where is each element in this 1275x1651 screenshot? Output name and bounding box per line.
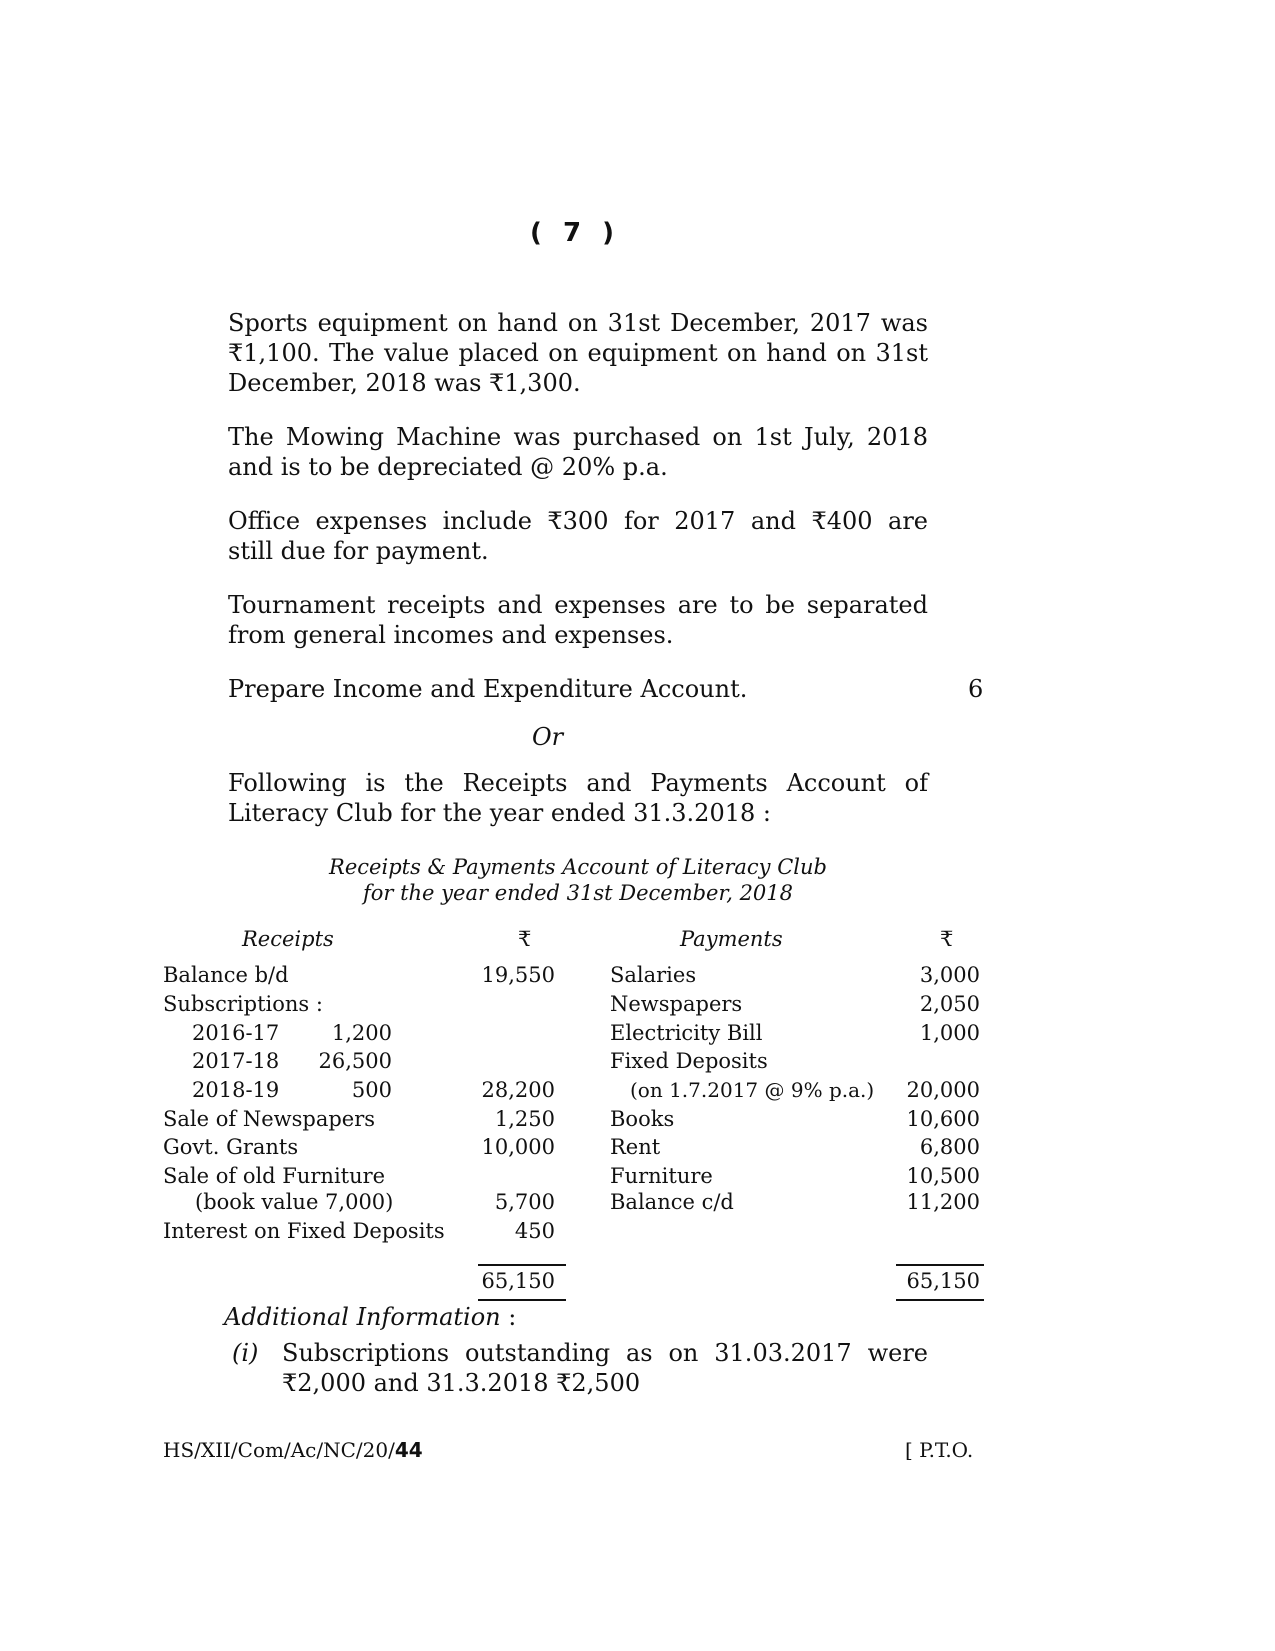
- receipt-label: Sale of old Furniture: [163, 1164, 386, 1188]
- payment-amount: 6,800: [919, 1135, 980, 1159]
- account-title-line: for the year ended 31st December, 2018: [362, 881, 794, 905]
- receipt-sub-amount: 500: [351, 1078, 392, 1102]
- page-number: ( 7 ): [530, 218, 620, 248]
- additional-info-heading: [224, 1302, 516, 1332]
- text-line: still due for payment.: [228, 537, 489, 565]
- account-title-line: Receipts & Payments Account of Literacy Club: [329, 855, 827, 879]
- receipt-amount: 5,700: [494, 1190, 555, 1214]
- paper-code-number: 44: [394, 1438, 423, 1462]
- receipt-label: 2017-18: [192, 1049, 280, 1073]
- additional-info-title: Additional Information: [224, 1303, 501, 1331]
- receipt-sub-amount: 26,500: [318, 1049, 392, 1073]
- receipts-currency-header: ₹: [518, 927, 532, 951]
- total-rule-top: [896, 1264, 984, 1266]
- receipt-amount: 10,000: [481, 1135, 555, 1159]
- receipt-label: Sale of Newspapers: [163, 1107, 376, 1131]
- payment-amount: 1,000: [919, 1021, 980, 1045]
- receipts-total: 65,150: [481, 1269, 555, 1293]
- payment-label: Salaries: [610, 963, 697, 987]
- account-title: [228, 854, 928, 906]
- total-rule-top: [478, 1264, 566, 1266]
- payment-label: Balance c/d: [610, 1190, 734, 1214]
- payments-header: Payments: [680, 927, 783, 951]
- payments-total: 65,150: [906, 1269, 980, 1293]
- receipt-label: (book value 7,000): [195, 1190, 394, 1214]
- receipt-amount: 19,550: [481, 963, 555, 987]
- paragraph-mowing-machine: [228, 422, 928, 482]
- receipt-amount: 450: [514, 1219, 555, 1243]
- total-rule-bottom: [896, 1299, 984, 1301]
- text-line: The Mowing Machine was purchased on 1st July, 2018: [228, 423, 928, 451]
- paper-code-prefix: HS/XII/Com/Ac/NC/20/: [163, 1438, 395, 1462]
- text-line: Sports equipment on hand on 31st December, 2017 was: [228, 309, 928, 337]
- payment-amount: 11,200: [906, 1190, 980, 1214]
- receipt-label: Interest on Fixed Deposits: [163, 1219, 445, 1243]
- payment-label: (on 1.7.2017 @ 9% p.a.): [630, 1078, 875, 1102]
- payment-amount: 3,000: [919, 963, 980, 987]
- payment-amount: 2,050: [919, 992, 980, 1016]
- pto-label: [ P.T.O.: [905, 1438, 974, 1462]
- payment-label: Fixed Deposits: [610, 1049, 768, 1073]
- question-text: [228, 674, 928, 704]
- text-line: Literacy Club for the year ended 31.3.2018 :: [228, 799, 771, 827]
- receipt-label: Balance b/d: [163, 963, 289, 987]
- question-marks: 6: [968, 675, 984, 703]
- payment-amount: 10,600: [906, 1107, 980, 1131]
- text-line: Tournament receipts and expenses are to be separated: [228, 591, 928, 619]
- receipt-label: Govt. Grants: [163, 1135, 299, 1159]
- receipt-sub-amount: 1,200: [331, 1021, 392, 1045]
- text-line: Subscriptions outstanding as on 31.03.2017 were: [282, 1339, 928, 1367]
- payments-currency-header: ₹: [940, 927, 954, 951]
- paper-code: [163, 1438, 423, 1462]
- payment-label: Furniture: [610, 1164, 713, 1188]
- text-line: ₹2,000 and 31.3.2018 ₹2,500: [282, 1369, 641, 1397]
- payment-amount: 10,500: [906, 1164, 980, 1188]
- intro-paragraph: [228, 768, 928, 828]
- text-line: ₹1,100. The value placed on equipment on hand on 31st: [228, 339, 928, 367]
- payment-label: Electricity Bill: [610, 1021, 763, 1045]
- paragraph-sports-equipment: [228, 308, 928, 398]
- text-line: from general incomes and expenses.: [228, 621, 674, 649]
- info-item-text: [282, 1338, 928, 1398]
- receipt-label: 2018-19: [192, 1078, 280, 1102]
- receipt-label: 2016-17: [192, 1021, 280, 1045]
- paragraph-office-expenses: [228, 506, 928, 566]
- paragraph-tournament: [228, 590, 928, 650]
- receipt-amount: 1,250: [494, 1107, 555, 1131]
- receipts-header: Receipts: [242, 927, 334, 951]
- payment-label: Books: [610, 1107, 675, 1131]
- info-item-label: (i): [232, 1339, 259, 1367]
- payment-label: Rent: [610, 1135, 661, 1159]
- total-rule-bottom: [478, 1299, 566, 1301]
- text-line: and is to be depreciated @ 20% p.a.: [228, 453, 668, 481]
- receipt-amount: 28,200: [481, 1078, 555, 1102]
- receipt-label: Subscriptions :: [163, 992, 323, 1016]
- or-separator: Or: [532, 723, 564, 751]
- text-line: Office expenses include ₹300 for 2017 and ₹400 are: [228, 507, 928, 535]
- text-line: Prepare Income and Expenditure Account.: [228, 675, 748, 703]
- payment-amount: 20,000: [906, 1078, 980, 1102]
- payment-label: Newspapers: [610, 992, 743, 1016]
- text-line: Following is the Receipts and Payments Account of: [228, 769, 928, 797]
- additional-info-colon: :: [508, 1303, 517, 1331]
- text-line: December, 2018 was ₹1,300.: [228, 369, 581, 397]
